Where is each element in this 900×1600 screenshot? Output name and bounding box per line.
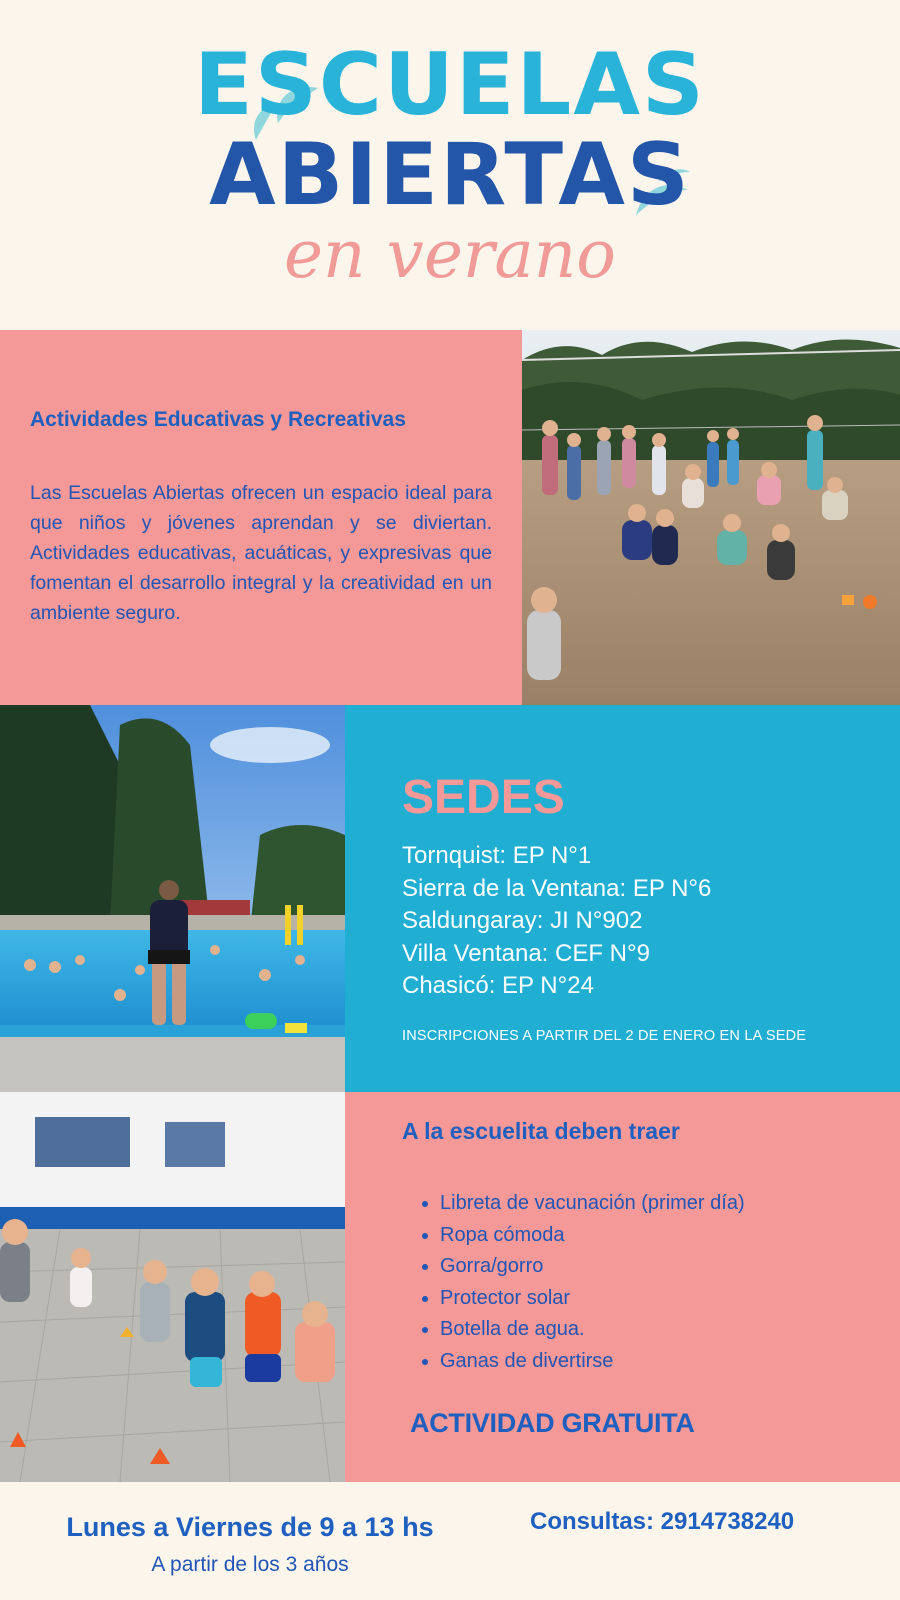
intro-title: Actividades Educativas y Recreativas [30, 408, 406, 431]
logo-word-escuelas: ESCUELAS [194, 35, 706, 135]
list-item: • Ropa cómoda [440, 1220, 880, 1252]
photo-kids-in-pool [0, 705, 345, 1092]
sede-item: Saldungaray: JI N°902 [402, 907, 643, 934]
age-text: A partir de los 3 años [151, 1553, 349, 1576]
intro-description: Las Escuelas Abiertas ofrecen un espacio ideal para que niños y jóvenes aprendan y se diviertan. Actividades educativas, acuáticas, y expresivas que fomentan el desarrollo integral y la creatividad en un ambiente seguro. [30, 482, 492, 624]
traer-title: A la escuelita deben traer [402, 1118, 680, 1144]
list-item: • Libreta de vacunación (primer día) [440, 1188, 880, 1220]
list-item: • Botella de agua. [440, 1314, 880, 1346]
sede-item: Chasicó: EP N°24 [402, 972, 594, 999]
photo-kids-schoolyard [0, 1092, 345, 1482]
sedes-list [402, 840, 882, 1003]
actividad-gratuita-label: ACTIVIDAD GRATUITA [410, 1408, 695, 1438]
traer-list [440, 1188, 880, 1377]
schedule-text: Lunes a Viernes de 9 a 13 hs [66, 1512, 434, 1542]
list-item: • Gorra/gorro [440, 1251, 880, 1283]
sedes-title: SEDES [402, 771, 565, 824]
logo-word-abiertas: ABIERTAS [209, 125, 691, 225]
escuelas-abiertas-logo [0, 0, 900, 330]
header [0, 0, 900, 330]
sede-item: Tornquist: EP N°1 [402, 842, 592, 869]
sede-item: Villa Ventana: CEF N°9 [402, 939, 650, 967]
sede-item: Sierra de la Ventana: EP N°6 [402, 874, 712, 902]
photo-kids-playing-sand [522, 330, 900, 705]
list-item: • Ganas de divertirse [440, 1346, 880, 1378]
logo-word-en-verano: en verano [283, 216, 617, 293]
contact-phone[interactable]: Consultas: 2914738240 [530, 1508, 795, 1535]
inscripciones-note: INSCRIPCIONES A PARTIR DEL 2 DE ENERO EN LA SEDE [402, 1028, 807, 1044]
list-item: • Protector solar [440, 1283, 880, 1315]
